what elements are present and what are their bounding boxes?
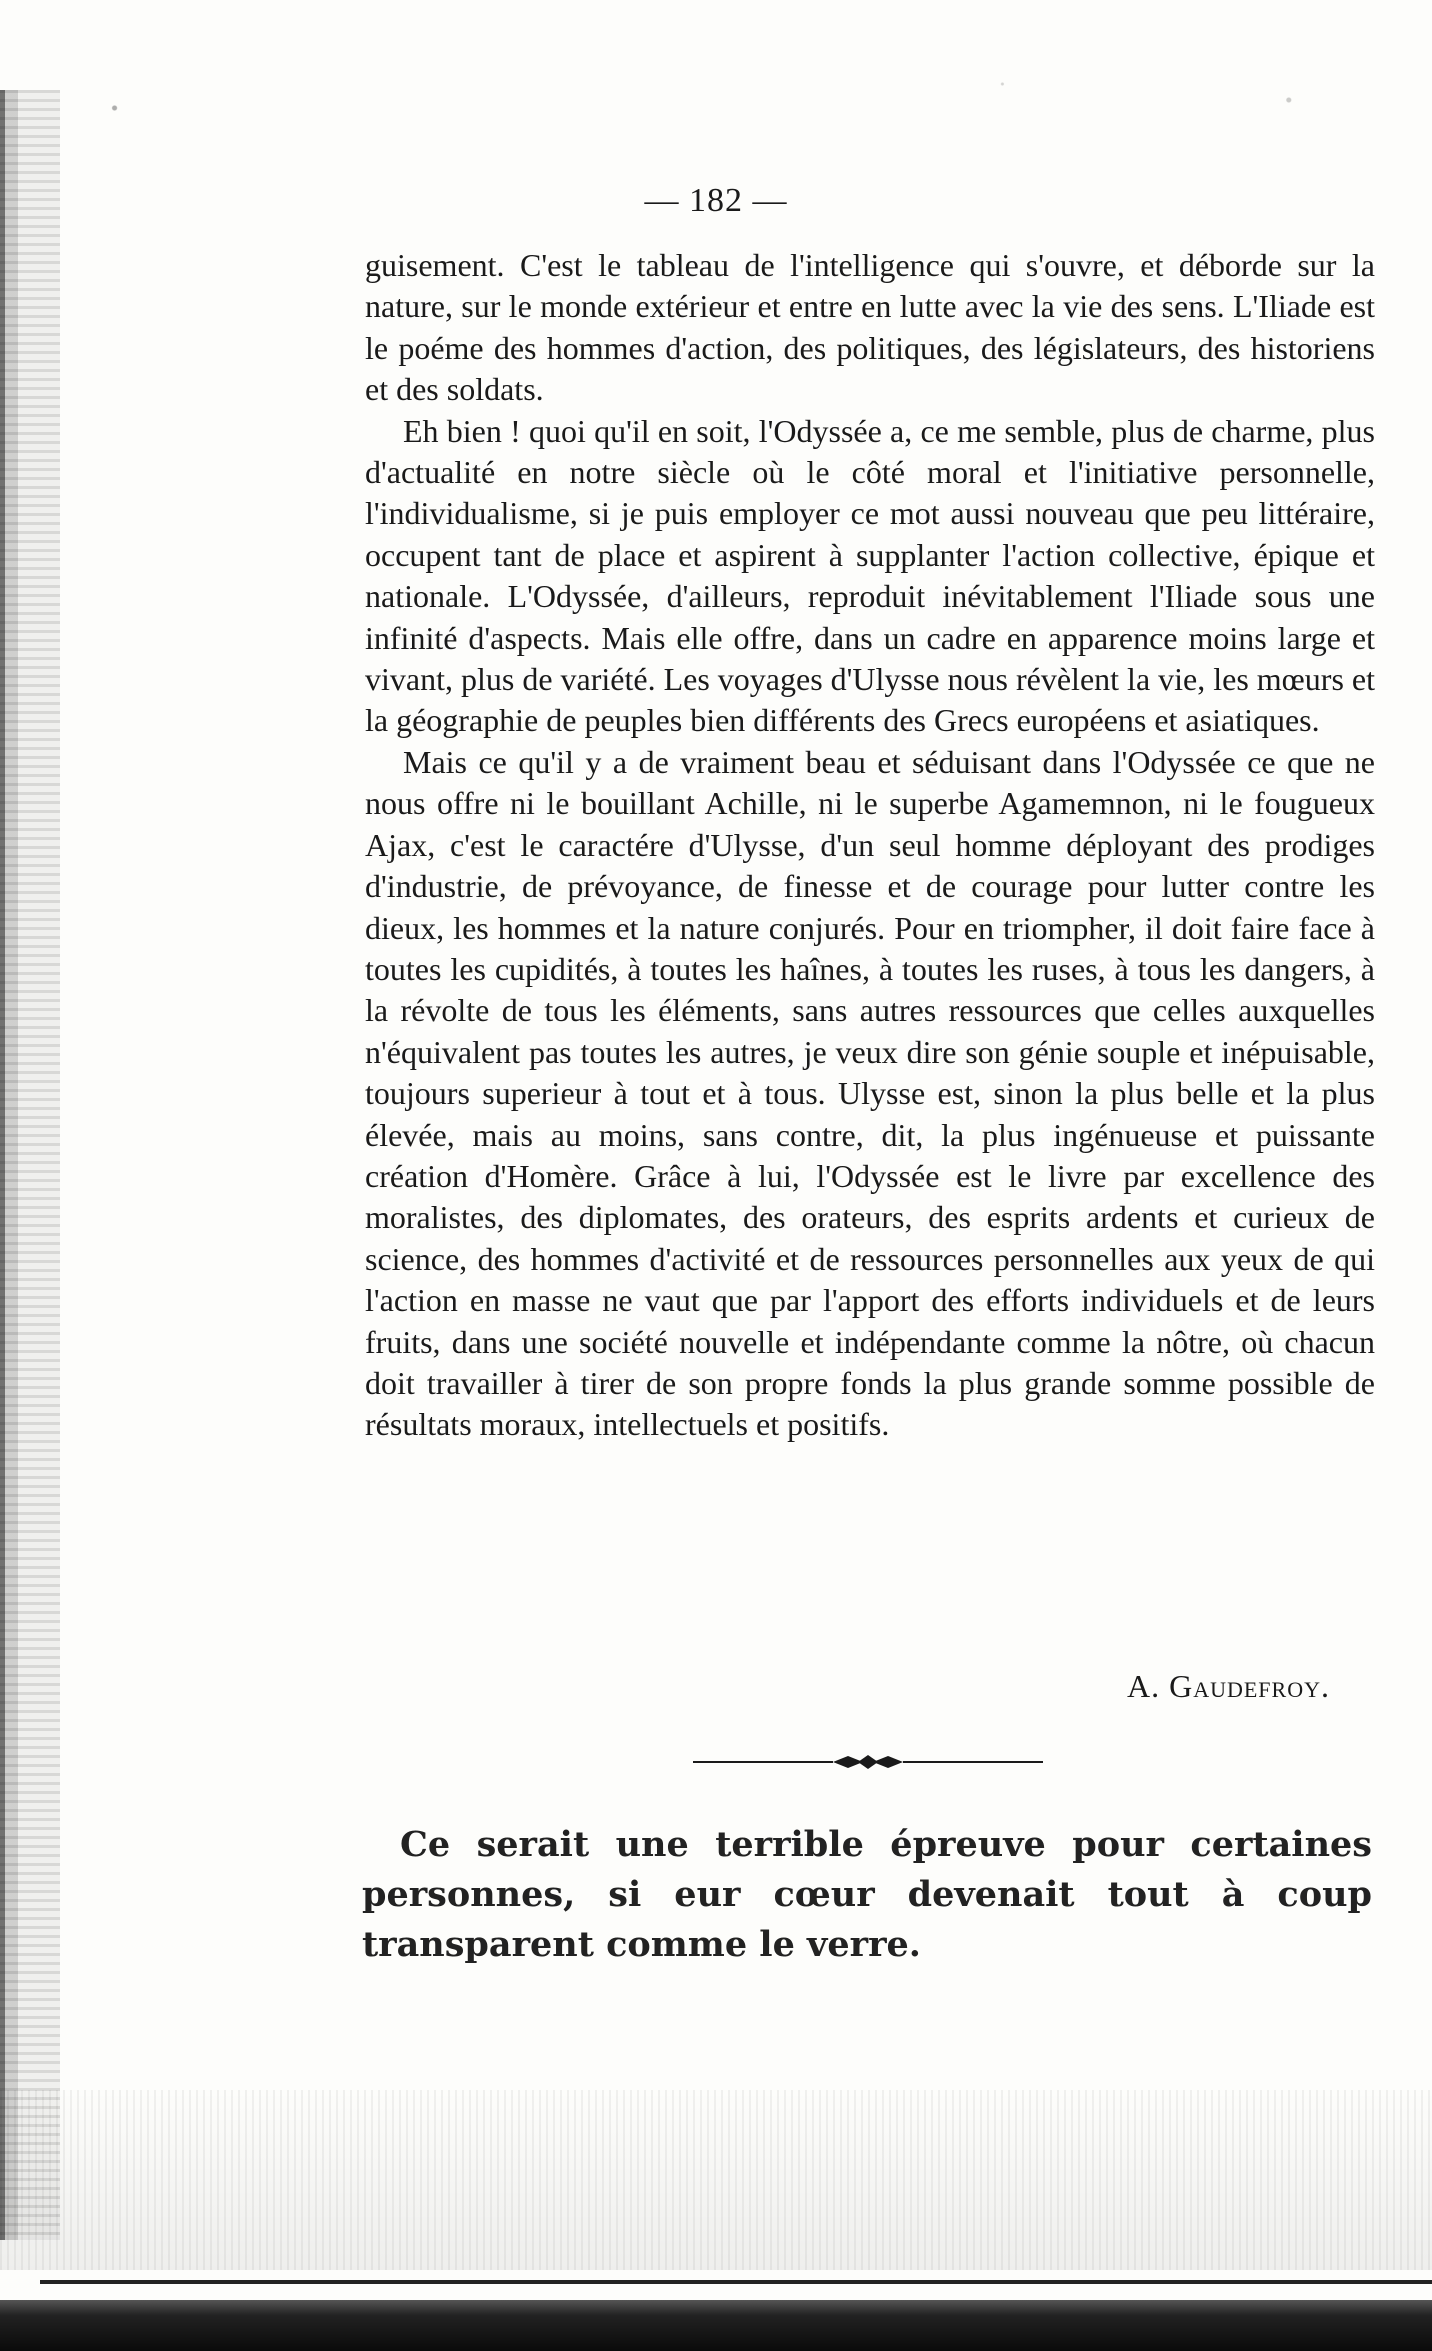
scan-left-edge — [0, 90, 60, 2240]
paragraph-3: Mais ce qu'il y a de vraiment beau et séduisant dans l'Odyssée ce que ne nous offre ni le bouillant Achille, ni le superbe Agamemnon, ni le fougueux Ajax, c'est le caractére d'Ulysse, d'un seul homme déployant des prodiges d'industrie, de prévoyance, de finesse et de courage pour lutter contre les dieux, les hommes et la nature conjurés. Pour en triompher, il doit faire face à toutes les cupidités, à toutes les haînes, à toutes les ruses, à tous les dangers, à la révolte de tous les éléments, sans autres ressources que celles auxquelles n'équivalent pas toutes les autres, je veux dire son génie souple et inépuisable, toujours superieur à tout et à tous. Ulysse est, sinon la plus belle et la plus élevée, mais au moins, sans contre, dit, la plus ingénueuse et puissante création d'Homère. Grâce à lui, l'Odyssée est le livre par excellence des moralistes, des diplomates, des orateurs, des esprits ardents et curieux de science, des hommes d'activité et de ressources personnelles aux yeux de qui l'action en masse ne vaut que par l'apport des efforts individuels et de leurs fruits, dans une société nouvelle et indépendante comme la nôtre, où chacun doit travailler à tirer de son propre fonds la plus grande somme possible de résultats moraux, intellectuels et positifs. — [365, 743, 1375, 1443]
author-name: Gaudefroy. — [1169, 1668, 1330, 1704]
body-text — [365, 245, 1375, 1446]
paragraph-2: Eh bien ! quoi qu'il en soit, l'Odyssée a, ce me semble, plus de charme, plus d'actualité en notre siècle où le côté moral et l'initiative personnelle, l'individualisme, si je puis employer ce mot aussi nouveau que peu littéraire, occupent tant de place et aspirent à supplanter l'action collective, épique et nationale. L'Odyssée, d'ailleurs, reproduit inévitablement l'Iliade sous une infinité d'aspects. Mais elle offre, dans un cadre en apparence moins large et vivant, plus de variété. Les voyages d'Ulysse nous révèlent la vie, les mœurs et la géographie de peuples bien différents des Grecs européens et asiatiques. — [365, 412, 1375, 739]
scan-bottom-rule — [40, 2280, 1432, 2284]
page-number: — 182 — — [644, 182, 788, 219]
scan-bottom-noise — [0, 2090, 1432, 2270]
scan-bottom-bar — [0, 2300, 1432, 2351]
author-signature — [1000, 1668, 1330, 1705]
scan-top-noise — [0, 60, 1432, 140]
ornament-diamond-right — [873, 1756, 903, 1768]
quote-text: Ce serait une terrible épreuve pour certaines personnes, si eur cœur devenait tout à coup transparent comme le verre. — [362, 1824, 1372, 1965]
closing-quote — [362, 1820, 1372, 1970]
paragraph-1: guisement. C'est le tableau de l'intelligence qui s'ouvre, et déborde sur la nature, sur le monde extérieur et entre en lutte avec la vie des sens. L'Iliade est le poéme des hommes d'action, des politiques, des législateurs, des historiens et des soldats. — [365, 247, 1375, 408]
ornament-divider — [693, 1752, 1043, 1772]
author-initial: A. — [1126, 1668, 1161, 1704]
